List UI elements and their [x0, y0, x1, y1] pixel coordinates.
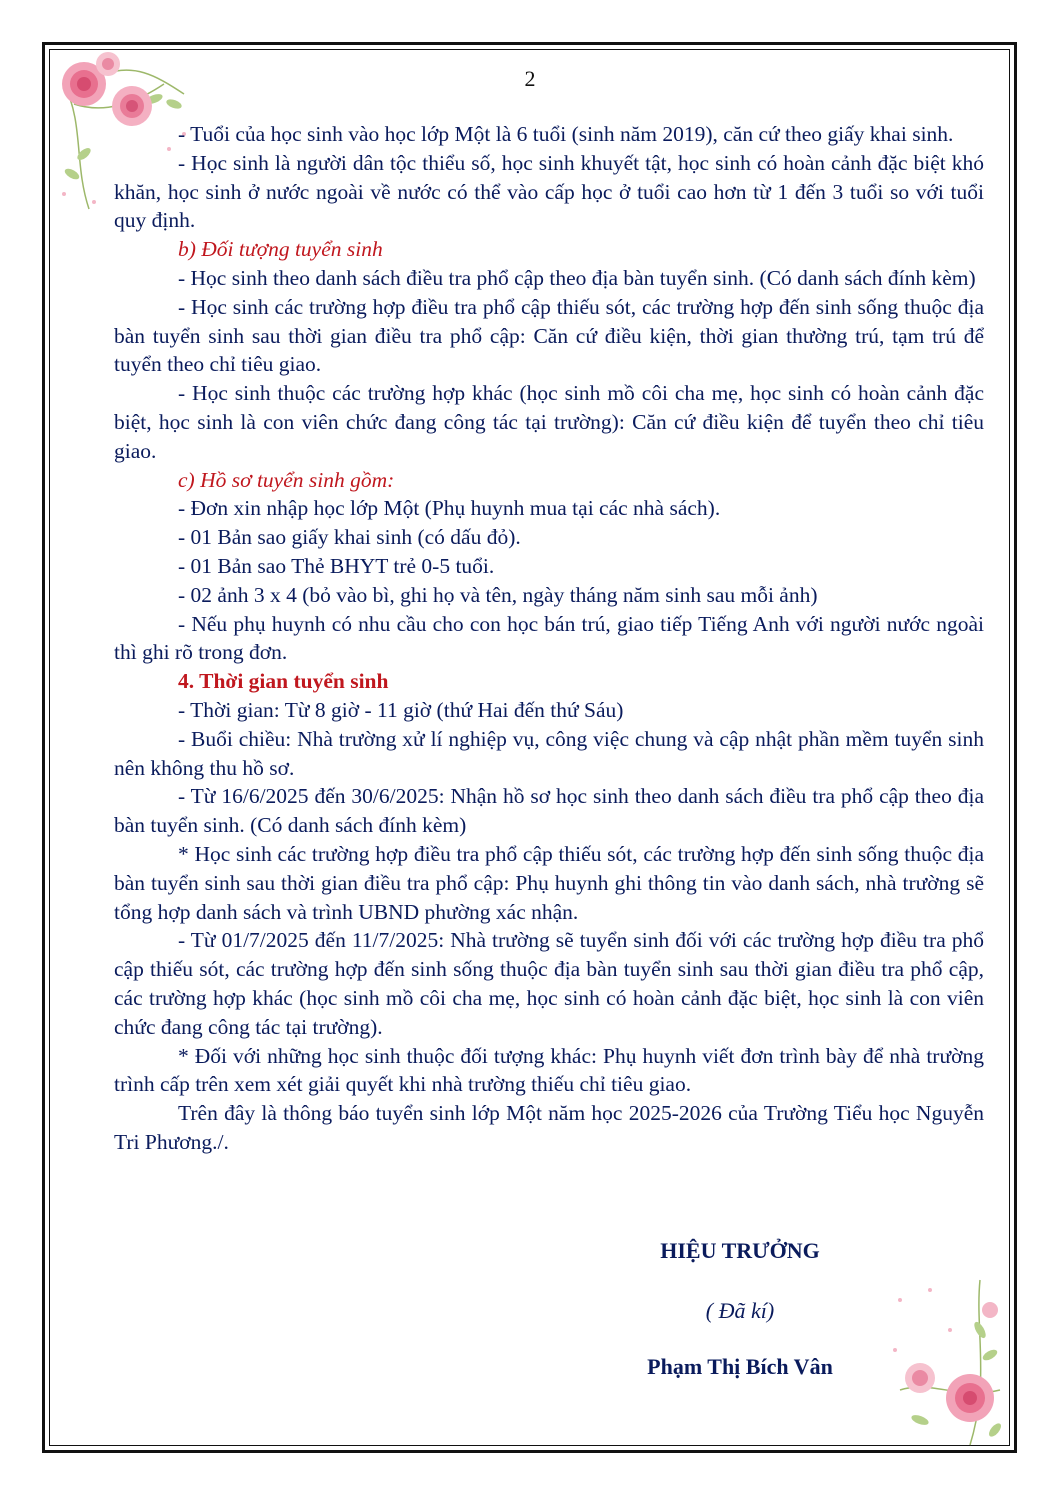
- signature-title: HIỆU TRƯỞNG: [660, 1238, 820, 1263]
- paragraph: * Đối với những học sinh thuộc đối tượng khác: Phụ huynh viết đơn trình bày để nhà trường trình cấp trên xem xét giải quyết khi nhà trường thiếu chỉ tiêu giao.: [114, 1043, 984, 1097]
- paragraph: - Học sinh theo danh sách điều tra phổ cập theo địa bàn tuyển sinh. (Có danh sách đính kèm): [178, 265, 976, 290]
- list-item: - 01 Bản sao Thẻ BHYT trẻ 0-5 tuổi.: [178, 553, 495, 578]
- list-item: - Đơn xin nhập học lớp Một (Phụ huynh mua tại các nhà sách).: [178, 496, 721, 521]
- paragraph: - Buổi chiều: Nhà trường xử lí nghiệp vụ, công việc chung và cập nhật phần mềm tuyển sinh nên không thu hồ sơ.: [114, 726, 984, 780]
- section-heading-b: b) Đối tượng tuyển sinh: [178, 237, 383, 262]
- section-heading-c: c) Hồ sơ tuyển sinh gồm:: [178, 467, 395, 492]
- signer-name: Phạm Thị Bích Vân: [647, 1354, 833, 1379]
- paragraph: - Học sinh là người dân tộc thiểu số, học sinh khuyết tật, học sinh có hoàn cảnh đặc biệt khó khăn, học sinh ở nước ngoài về nước có thể vào cấp học ở tuổi cao hơn từ 1 đến 3 tuổi so với tuổi quy định.: [114, 150, 984, 233]
- paragraph: - Học sinh các trường hợp điều tra phổ cập thiếu sót, các trường hợp đến sinh sống thuộc địa bàn tuyển sinh sau thời gian điều tra phổ cập: Căn cứ điều kiện, thời gian thường trú, tạm trú để tuyển theo chỉ tiêu giao.: [114, 294, 984, 377]
- paragraph: * Học sinh các trường hợp điều tra phổ cập thiếu sót, các trường hợp đến sinh sống thuộc địa bàn tuyển sinh sau thời gian điều tra phổ cập: Phụ huynh ghi thông tin vào danh sách, nhà trường sẽ tổng hợp danh sách và trình UBND phường xác nhận.: [114, 841, 984, 924]
- paragraph: - Từ 16/6/2025 đến 30/6/2025: Nhận hồ sơ học sinh theo danh sách điều tra phổ cập theo địa bàn tuyển sinh. (Có danh sách đính kèm): [114, 784, 984, 838]
- paragraph: - Tuổi của học sinh vào học lớp Một là 6 tuổi (sinh năm 2019), căn cứ theo giấy khai sinh.: [178, 122, 954, 146]
- list-item: - 01 Bản sao giấy khai sinh (có dấu đỏ).: [178, 525, 521, 550]
- paragraph: - Từ 01/7/2025 đến 11/7/2025: Nhà trường sẽ tuyển sinh đối với các trường hợp điều tra phổ cập thiếu sót, các trường hợp đến sinh sống thuộc địa bàn tuyển sinh sau thời gian điều tra phổ cập, các trường hợp khác (học sinh mồ côi cha mẹ, học sinh có hoàn cảnh đặc biệt, học sinh là con viên chức đang công tác tại trường).: [114, 928, 984, 1039]
- signature-note: ( Đã kí): [705, 1298, 775, 1323]
- page-number: 2: [524, 66, 536, 91]
- document-body: [114, 120, 984, 1157]
- list-item: - Nếu phụ huynh có nhu cầu cho con học bán trú, giao tiếp Tiếng Anh với người nước ngoài thì ghi rõ trong đơn.: [114, 611, 984, 665]
- paragraph: - Thời gian: Từ 8 giờ - 11 giờ (thứ Hai đến thứ Sáu): [178, 697, 624, 722]
- list-item: - 02 ảnh 3 x 4 (bỏ vào bì, ghi họ và tên, ngày tháng năm sinh sau mỗi ảnh): [178, 582, 818, 607]
- paragraph: - Học sinh thuộc các trường hợp khác (học sinh mồ côi cha mẹ, học sinh có hoàn cảnh đặc biệt, học sinh là con viên chức đang công tác tại trường): Căn cứ điều kiện để tuyển theo chỉ tiêu giao.: [114, 381, 984, 463]
- section-heading-4: 4. Thời gian tuyển sinh: [178, 669, 389, 694]
- closing-paragraph: Trên đây là thông báo tuyển sinh lớp Một năm học 2025-2026 của Trường Tiểu học Nguyễn Tri Phương./.: [114, 1101, 984, 1154]
